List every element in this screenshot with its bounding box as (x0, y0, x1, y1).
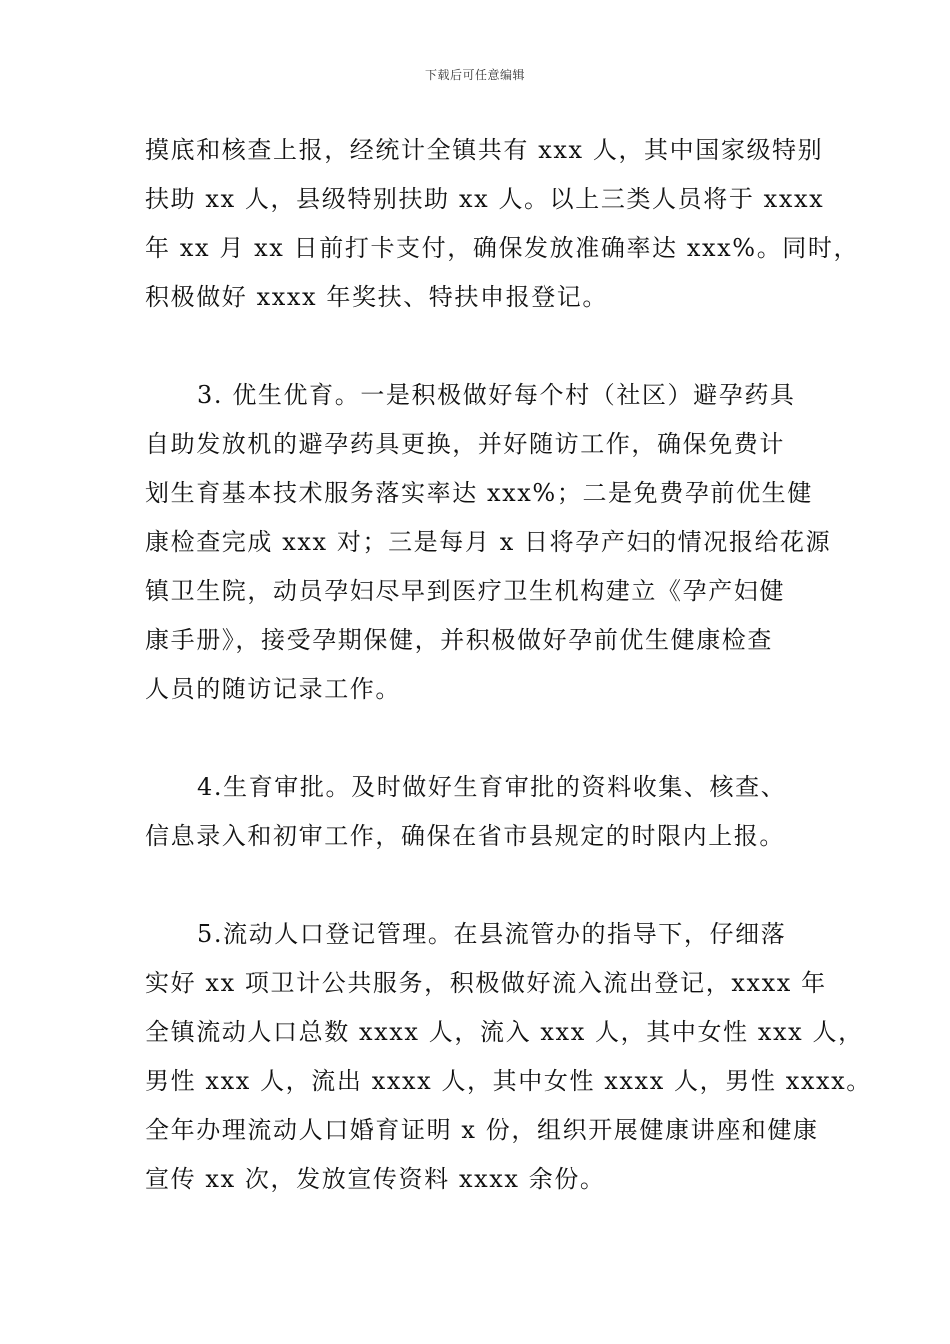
text-line: 年 xx 月 xx 日前打卡支付，确保发放准确率达 xxx%。同时， (145, 234, 860, 262)
paragraph-gap (145, 322, 815, 371)
paragraph-subsidy (145, 126, 860, 322)
paragraph-eugenics (145, 371, 832, 714)
text-line: 镇卫生院，动员孕妇尽早到医疗卫生机构建立《孕产妇健 (145, 577, 785, 605)
paragraph-birth-approval (145, 763, 815, 861)
text-line: 宣传 xx 次，发放宣传资料 xxxx 余份。 (145, 1165, 606, 1193)
text-line: 实好 xx 项卫计公共服务，积极做好流入流出登记，xxxx 年 (145, 969, 827, 997)
header-note: 下载后可任意编辑 (424, 68, 525, 82)
text-line: 5.流动人口登记管理。在县流管办的指导下，仔细落 (197, 920, 787, 948)
paragraph-floating-population (145, 910, 872, 1204)
text-line: 人员的随访记录工作。 (145, 675, 401, 703)
text-line: 全镇流动人口总数 xxxx 人，流入 xxx 人，其中女性 xxx 人， (145, 1018, 864, 1046)
text-line: 康手册》，接受孕期保健，并积极做好孕前优生健康检查 (145, 626, 773, 654)
text-line: 积极做好 xxxx 年奖扶、特扶申报登记。 (145, 283, 608, 311)
text-line: 男性 xxx 人，流出 xxxx 人，其中女性 xxxx 人，男性 xxxx。 (145, 1067, 872, 1095)
document-body (145, 126, 872, 1204)
text-line: 扶助 xx 人，县级特别扶助 xx 人。以上三类人员将于 xxxx (145, 185, 825, 213)
text-line: 全年办理流动人口婚育证明 x 份，组织开展健康讲座和健康 (145, 1116, 819, 1144)
paragraph-gap (145, 714, 815, 763)
text-line: 划生育基本技术服务落实率达 xxx%；二是免费孕前优生健 (145, 479, 813, 507)
paragraph-gap (145, 861, 815, 910)
text-line: 自助发放机的避孕药具更换，并好随访工作，确保免费计 (145, 430, 785, 458)
text-line: 摸底和核查上报，经统计全镇共有 xxx 人，其中国家级特别 (145, 136, 824, 164)
text-line: 康检查完成 xxx 对；三是每月 x 日将孕产妇的情况报给花源 (145, 528, 832, 556)
text-line: 4.生育审批。及时做好生育审批的资料收集、核查、 (197, 773, 787, 801)
text-line: 3. 优生优育。一是积极做好每个村（社区）避孕药具 (197, 381, 796, 409)
text-line: 信息录入和初审工作，确保在省市县规定的时限内上报。 (145, 822, 785, 850)
